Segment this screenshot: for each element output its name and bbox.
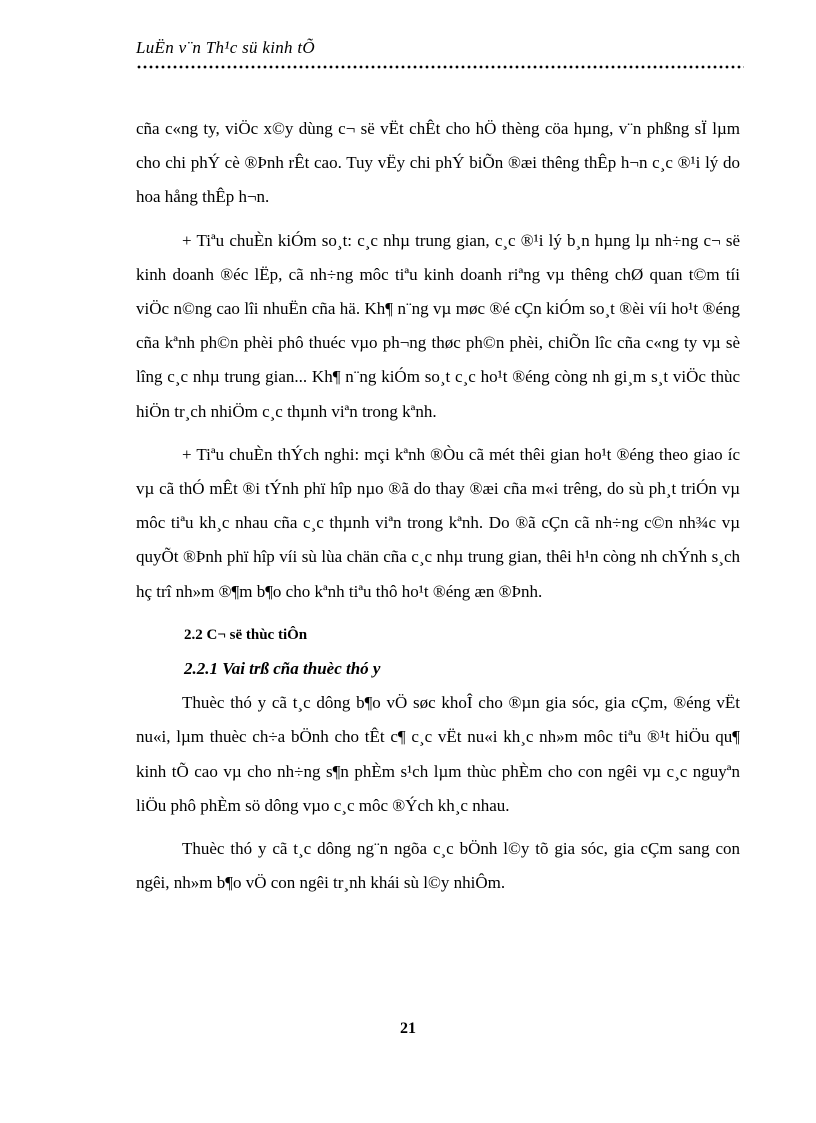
- running-header: LuËn v¨n Th¹c sü kinh tÕ: [136, 38, 315, 57]
- body-paragraph-4: Thuèc thó y cã t¸c dông b¶o vÖ søc khoÎ cho ®µn gia sóc, gia cÇm, ®éng vËt nu«i, lµm thuèc ch÷a bÖnh cho tÊt c¶ c¸c vËt nu«i kh¸c nh»m môc tiªu ®¹t hiÖu qu¶ kinh tÕ cao vµ cho nh÷ng s¶n phÈm s¹ch lµm thùc phÈm cho con ngêi vµ c¸c nguyªn liÖu phô phÈm sö dông vµo c¸c môc ®Ých kh¸c nhau.: [136, 693, 740, 815]
- section-heading: 2.2 C¬ së thùc tiÔn: [184, 626, 308, 643]
- body-paragraph-1: cña c«ng ty, viÖc x©y dùng c¬ së vËt chÊt cho hÖ thèng cöa hµng, v¨n phßng sÏ lµm cho chi phÝ cè ®Þnh rÊt cao. Tuy vËy chi phÝ biÕn ®æi thêng thÊp h¬n c¸c ®¹i lý do hoa hång thÊp h¬n.: [136, 119, 740, 207]
- header-dotted-rule: [136, 64, 744, 70]
- subsection-heading: 2.2.1 Vai trß cña thuèc thó y: [184, 659, 381, 679]
- body-paragraph-3: + Tiªu chuÈn thÝch nghi: mçi kªnh ®Òu cã mét thêi gian ho¹t ®éng theo giao íc vµ cã thÓ mÊt ®i tÝnh phï hîp nµo ®ã do thay ®æi cña m«i trêng, do sù ph¸t triÓn vµ môc tiªu kh¸c nhau cña c¸c thµnh viªn trong kªnh. Do ®ã cÇn cã nh÷ng c©n nh¾c vµ quyÕt ®Þnh phï hîp víi sù lùa chän cña c¸c nhµ trung gian, thêi h¹n còng nh chÝnh s¸ch hç trî nh»m ®¶m b¶o cho kªnh tiªu thô ho¹t ®éng æn ®Þnh.: [136, 444, 740, 601]
- page-body: [136, 112, 740, 900]
- page-number: 21: [400, 1020, 416, 1037]
- body-paragraph-5: Thuèc thó y cã t¸c dông ng¨n ngõa c¸c bÖnh l©y tõ gia sóc, gia cÇm sang con ngêi, nh»m b¶o vÖ con ngêi tr¸nh khái sù l©y nhiÔm.: [136, 839, 740, 893]
- body-paragraph-2: + Tiªu chuÈn kiÓm so¸t: c¸c nhµ trung gian, c¸c ®¹i lý b¸n hµng lµ nh÷ng c¬ së kinh doanh ®éc lËp, cã nh÷ng môc tiªu kinh doanh riªng vµ thêng chØ quan t©m tíi viÖc n©ng cao lîi nhuËn cña hä. Kh¶ n¨ng vµ møc ®é cÇn kiÓm so¸t ®èi víi ho¹t ®éng cña kªnh ph©n phèi phô thuéc vµo ph¬ng thøc ph©n phèi, chiÕn lîc cña c«ng ty vµ sè lîng c¸c nhµ trung gian... Kh¶ n¨ng kiÓm so¸t c¸c ho¹t ®éng còng nh gi¸m s¸t viÖc thùc hiÖn tr¸ch nhiÖm c¸c thµnh viªn trong kªnh.: [136, 230, 740, 421]
